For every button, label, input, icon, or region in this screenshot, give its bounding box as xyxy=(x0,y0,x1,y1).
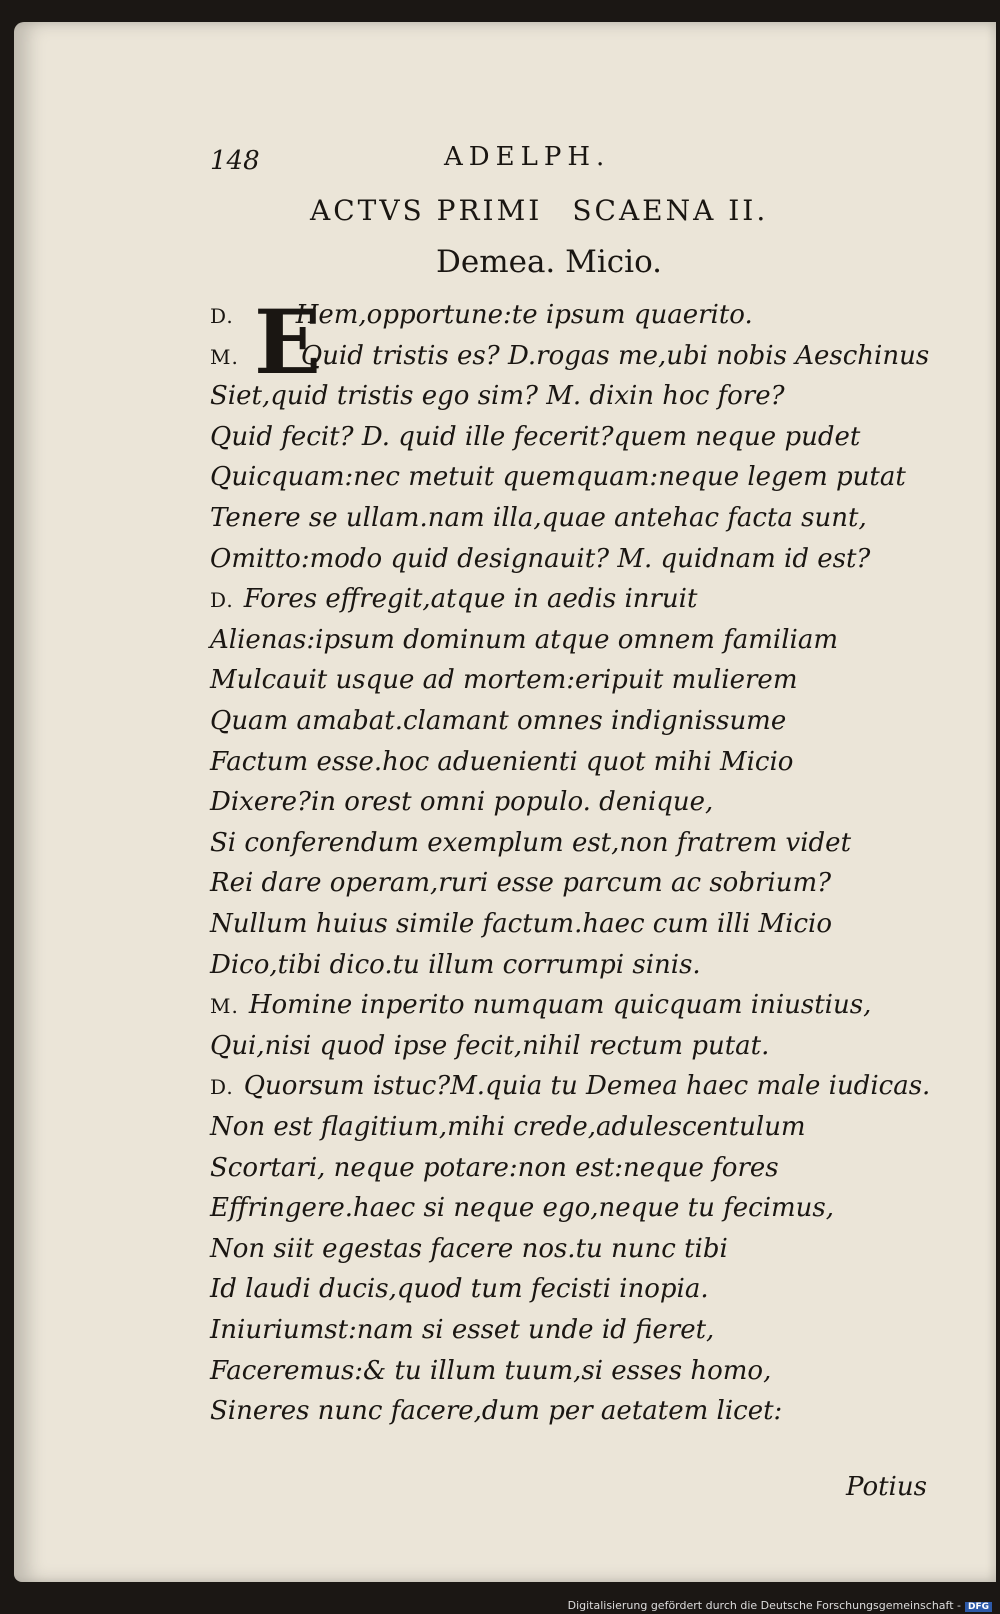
verse-text: Nullum huius simile factum.haec cum illi Micio xyxy=(210,909,833,939)
digitization-footer xyxy=(568,1599,992,1612)
footer-text: Digitalisierung gefördert durch die Deutsche Forschungsgemeinschaft - xyxy=(567,1599,961,1612)
verse-text: Id laudi ducis,quod tum fecisti inopia. xyxy=(210,1274,709,1305)
verse-text: Quid tristis es? D.rogas me,ubi nobis Aeschinus xyxy=(300,340,930,371)
verse-text: Siet,quid tristis ego sim? M. dixin hoc fore? xyxy=(210,381,785,412)
verse-text: Qui,nisi quod ipse fecit,nihil rectum putat. xyxy=(210,1030,770,1061)
verse-text: Omitto:modo quid designauit? M. quidnam id est? xyxy=(210,543,871,574)
scene-label: SCAENA II. xyxy=(572,194,769,227)
verse-text: Fores effregit,atque in aedis inruit xyxy=(243,584,698,615)
verse-line xyxy=(210,381,785,411)
verse-line xyxy=(210,990,871,1020)
verse-text: Homine inperito numquam quicquam iniustius, xyxy=(248,990,872,1021)
verse-line xyxy=(210,868,831,898)
verse-text: Quid fecit? D. quid ille fecerit?quem neque pudet xyxy=(210,421,861,452)
verse-text: Dico,tibi dico.tu illum corrumpi sinis. xyxy=(210,949,701,980)
drop-capital: E xyxy=(254,290,322,394)
verse-line xyxy=(210,341,929,371)
verse-text: Effringere.haec si neque ego,neque tu fecimus, xyxy=(210,1193,835,1224)
verse-line xyxy=(210,1356,771,1386)
verse-line xyxy=(210,1315,714,1345)
speaker-label: D. xyxy=(210,588,234,613)
verse-line xyxy=(210,665,797,695)
verse-line xyxy=(210,828,851,858)
verse-line xyxy=(210,462,906,492)
verse-line xyxy=(210,1153,779,1183)
verse-text: Faceremus:& tu illum tuum,si esses homo, xyxy=(210,1355,772,1386)
verse-line xyxy=(210,625,838,655)
running-head: ADELPH. xyxy=(444,142,611,172)
verse-line xyxy=(210,300,753,330)
verse-line xyxy=(210,1396,782,1426)
verse-line xyxy=(210,503,867,533)
verse-text: Tenere se ullam.nam illa,quae antehac facta sunt, xyxy=(210,503,867,533)
verse-text: Quam amabat.clamant omnes indignissume xyxy=(210,706,787,736)
verse-text: Factum esse.hoc aduenienti quot mihi Micio xyxy=(210,746,794,777)
act-label: ACTVS PRIMI xyxy=(310,194,543,227)
verse-line xyxy=(210,1112,806,1142)
verse-line xyxy=(210,1071,930,1101)
verse-text: Iniuriumst:nam si esset unde id fieret, xyxy=(210,1315,715,1345)
speaker-label: D. xyxy=(210,304,234,328)
verse-line xyxy=(210,544,870,574)
scene-heading xyxy=(310,194,768,227)
speaker-label: M. xyxy=(210,994,239,1019)
catchword: Potius xyxy=(846,1472,927,1502)
dfg-logo: DFG xyxy=(965,1602,992,1612)
verse-line xyxy=(210,584,697,614)
verse-text: Dixere?in orest omni populo. denique, xyxy=(210,787,714,818)
verse-line xyxy=(210,706,786,736)
verse-text: Non est flagitium,mihi crede,adulescentulum xyxy=(210,1112,806,1142)
book-page xyxy=(14,22,996,1582)
verse-line xyxy=(210,1234,728,1264)
verse-text: Alienas:ipsum dominum atque omnem familiam xyxy=(210,624,839,655)
characters-heading: Demea. Micio. xyxy=(436,244,663,280)
verse-line xyxy=(210,422,860,452)
verse-text: Mulcauit usque ad mortem:eripuit mulierem xyxy=(210,665,798,696)
speaker-label: M. xyxy=(210,344,239,369)
verse-line xyxy=(210,1193,834,1223)
verse-text: Scortari, neque potare:non est:neque fores xyxy=(210,1152,779,1183)
verse-line xyxy=(210,787,713,817)
verse-text: Si conferendum exemplum est,non fratrem videt xyxy=(210,827,852,858)
verse-text: Non siit egestas facere nos.tu nunc tibi xyxy=(210,1233,728,1264)
speaker-label: D. xyxy=(210,1075,234,1100)
verse-text: Quicquam:nec metuit quemquam:neque legem putat xyxy=(210,462,906,493)
verse-text: Sineres nunc facere,dum per aetatem licet: xyxy=(210,1396,783,1427)
verse-line xyxy=(210,1274,709,1304)
verse-line xyxy=(210,909,832,939)
page-number: 148 xyxy=(210,146,260,176)
verse-text: Rei dare operam,ruri esse parcum ac sobrium? xyxy=(210,868,832,899)
verse-line xyxy=(210,747,793,777)
verse-text: Hem,opportune:te ipsum quaerito. xyxy=(295,300,753,330)
verse-text: Quorsum istuc?M.quia tu Demea haec male iudicas. xyxy=(243,1071,931,1102)
verse-line xyxy=(210,1031,769,1061)
verse-line xyxy=(210,950,701,980)
